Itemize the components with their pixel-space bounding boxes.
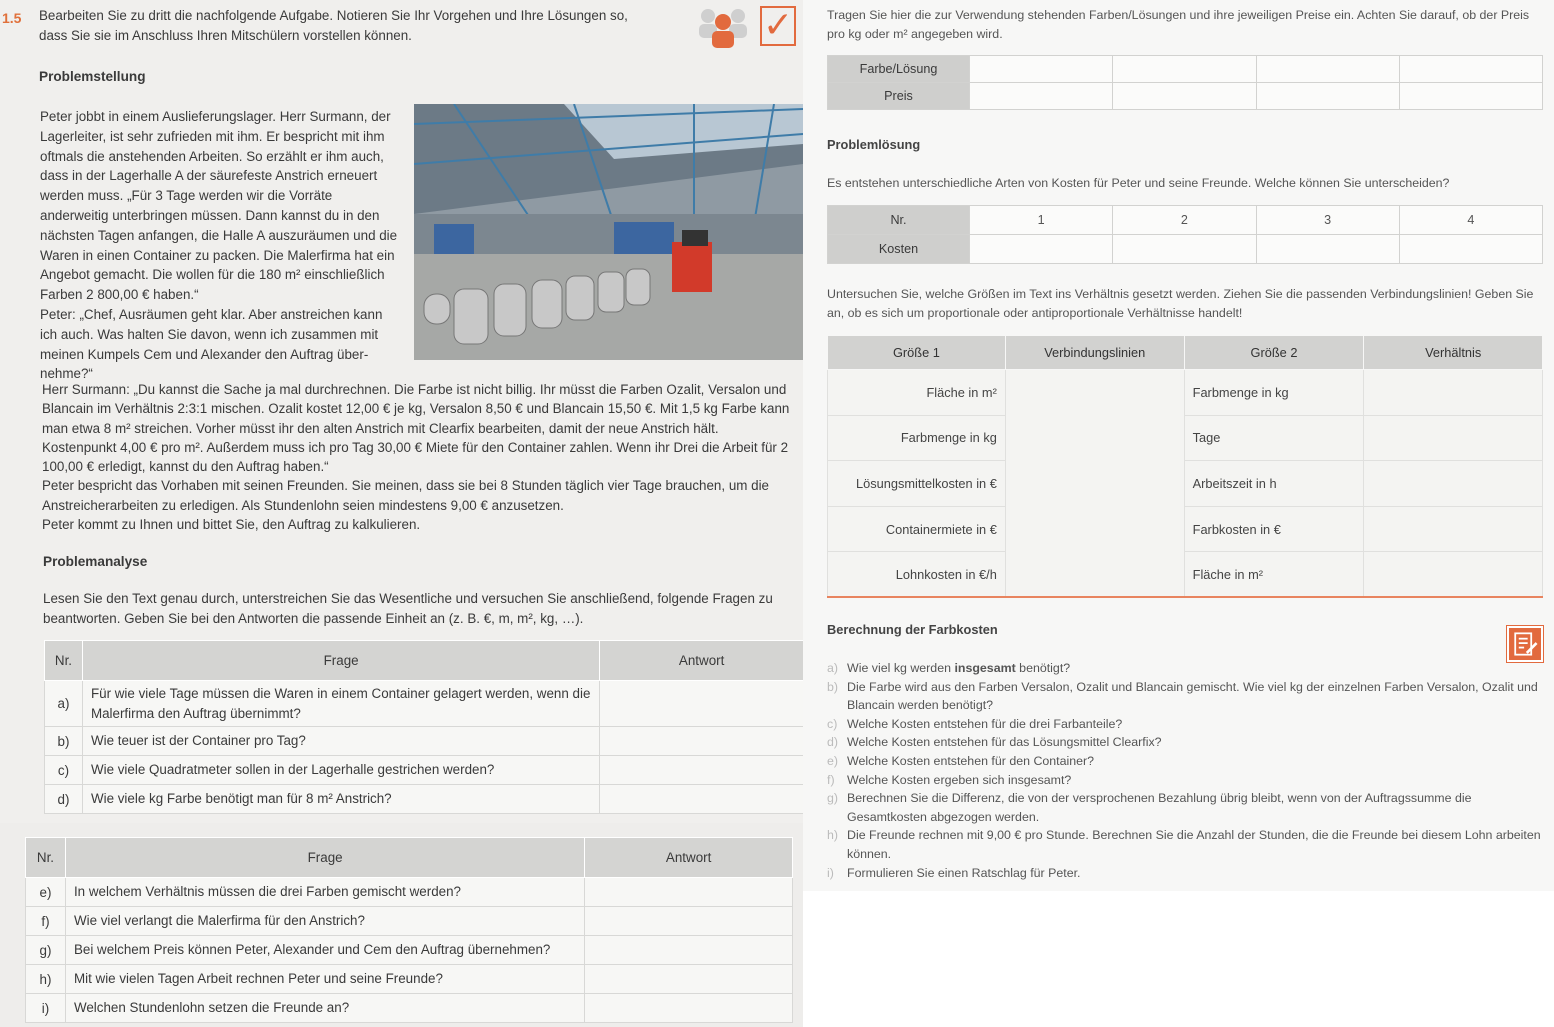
checkmark-icon: ✓ — [763, 5, 794, 46]
list-text: Welche Kosten entstehen für das Lösungsmittel Clearfix? — [847, 735, 1162, 750]
kosten-label: Kosten — [828, 235, 970, 264]
groesse-2-cell: Arbeitszeit in h — [1184, 461, 1364, 507]
list-text: Wie viel kg werden — [847, 661, 955, 675]
table-row — [828, 506, 1543, 552]
answer-cell[interactable] — [585, 994, 793, 1023]
list-marker: d) — [827, 735, 839, 750]
row-frage: Mit wie vielen Tagen Arbeit rechnen Peter und seine Freunde? — [65, 965, 584, 994]
header-nr: Nr. — [45, 641, 83, 681]
preis-label: Preis — [828, 83, 970, 110]
table-row — [26, 907, 793, 936]
table-row — [828, 552, 1543, 598]
kosten-num: 4 — [1399, 206, 1542, 235]
kosten-cell[interactable] — [1399, 235, 1542, 264]
list-item — [827, 864, 1547, 883]
question-table-top — [44, 640, 803, 814]
farbe-cell[interactable] — [1113, 56, 1256, 83]
header-groesse-2: Größe 2 — [1184, 336, 1364, 370]
task-intro: Bearbeiten Sie zu dritt die nachfolgende Aufgabe. Notieren Sie Ihr Vorgehen und Ihre Lösungen so, dass Sie sie im Anschluss Ihren Mitschülern vorstellen können. — [39, 8, 628, 43]
table-row — [45, 785, 804, 814]
answer-cell[interactable] — [600, 727, 803, 756]
list-item — [827, 752, 1547, 771]
edit-note-icon — [1507, 626, 1543, 662]
farben-table — [827, 55, 1543, 110]
groesse-2-cell: Fläche in m² — [1184, 552, 1364, 598]
list-item — [827, 826, 1547, 863]
preis-cell[interactable] — [1256, 83, 1399, 110]
row-frage: In welchem Verhältnis müssen die drei Farben gemischt werden? — [65, 878, 584, 907]
verhaeltnis-cell[interactable] — [1364, 370, 1543, 416]
answer-cell[interactable] — [585, 965, 793, 994]
list-text: Berechnen Sie die Differenz, die von der versprochenen Bezahlung übrig bleibt, wenn von der Auftragssumme die Gesamtkosten abgezogen werden. — [847, 791, 1472, 824]
groesse-2-cell: Farbmenge in kg — [1184, 370, 1364, 416]
table-row — [828, 206, 1543, 235]
row-frage: Wie viel verlangt die Malerfirma für den Anstrich? — [65, 907, 584, 936]
answer-cell[interactable] — [600, 756, 803, 785]
verhaeltnis-cell[interactable] — [1364, 506, 1543, 552]
row-nr: i) — [26, 994, 66, 1023]
table-row — [828, 83, 1543, 110]
table-row — [828, 415, 1543, 461]
kosten-num: 1 — [970, 206, 1113, 235]
warehouse-photo — [414, 104, 803, 360]
list-marker: i) — [827, 865, 834, 880]
list-marker: h) — [827, 828, 839, 843]
row-frage: Bei welchem Preis können Peter, Alexander und Cem den Auftrag übernehmen? — [65, 936, 584, 965]
kosten-cell[interactable] — [1256, 235, 1399, 264]
row-nr: a) — [45, 681, 83, 727]
list-text: benötigt? — [1015, 661, 1071, 675]
row-nr: e) — [26, 878, 66, 907]
table-row — [45, 681, 804, 727]
table-row — [828, 235, 1543, 264]
groesse-2-cell: Tage — [1184, 415, 1364, 461]
kosten-num: 3 — [1256, 206, 1399, 235]
row-nr: h) — [26, 965, 66, 994]
row-frage: Wie teuer ist der Container pro Tag? — [82, 727, 599, 756]
list-item — [827, 659, 1547, 678]
groesse-1-cell: Lösungsmittelkosten in € — [828, 461, 1006, 507]
groesse-1-cell: Containermiete in € — [828, 506, 1006, 552]
list-text: Welche Kosten entstehen für den Container? — [847, 753, 1095, 768]
answer-cell[interactable] — [600, 681, 803, 727]
nr-label: Nr. — [828, 206, 970, 235]
problemloesung-heading: Problemlösung — [827, 137, 921, 152]
table-row — [828, 461, 1543, 507]
header-frage: Frage — [82, 641, 599, 681]
row-nr: c) — [45, 756, 83, 785]
answer-cell[interactable] — [585, 907, 793, 936]
header-antwort: Antwort — [600, 641, 803, 681]
problemanalyse-text: Lesen Sie den Text genau durch, unterstreichen Sie das Wesentliche und versuchen Sie anschließend, folgende Fragen zu beantworten. Geben Sie bei den Antworten die passende Einheit an (z. B. €, m, m², kg, …). — [43, 591, 773, 626]
list-marker: b) — [827, 679, 839, 694]
row-frage: Für wie viele Tage müssen die Waren in einem Container gelagert werden, wenn die Malerfirma den Auftrag übernimmt? — [82, 681, 599, 727]
preis-cell[interactable] — [970, 83, 1113, 110]
list-marker: f) — [827, 772, 835, 787]
list-item — [827, 678, 1547, 715]
list-text: Welche Kosten entstehen für die drei Farbanteile? — [847, 716, 1123, 731]
left-page-continuation — [0, 823, 803, 1027]
list-item — [827, 715, 1547, 734]
groesse-1-cell: Lohnkosten in €/h — [828, 552, 1006, 598]
kosten-table — [827, 205, 1543, 264]
kosten-question: Es entstehen unterschiedliche Arten von Kosten für Peter und seine Freunde. Welche können Sie unterscheiden? — [827, 176, 1450, 190]
berechnung-list — [827, 659, 1547, 882]
story-text-3: Herr Surmann: „Du kannst die Sache ja mal durchrechnen. Die Farbe ist nicht billig. Ihr müsst die Farben Ozalit, Versalon und Blancain im Verhältnis 2:3:1 mischen. Ozalit kostet 12,00 € je kg, Versalon 8,50 € und Blancain 15,50 €. Mit 1,5 kg Farbe kann man etwa 8 m² streichen. Vorher müsst ihr den alten Anstrich mit Clearfix bearbeiten, damit der neue Anstrich hält. Kostenpunkt 4,00 € pro m². Außerdem muss ich pro Tag 30,00 € Miete für den Container zahlen. Wenn ihr Drei die Arbeit für 2 100,00 € erledigt, kannst du den Auftrag haben.“ — [42, 382, 790, 475]
header-verhaeltnis: Verhältnis — [1364, 336, 1543, 370]
farbe-cell[interactable] — [970, 56, 1113, 83]
table-row — [45, 727, 804, 756]
berechnung-heading: Berechnung der Farbkosten — [827, 622, 998, 637]
header-groesse-1: Größe 1 — [828, 336, 1006, 370]
verhaeltnis-cell[interactable] — [1364, 415, 1543, 461]
kosten-cell[interactable] — [1113, 235, 1256, 264]
list-text: Welche Kosten ergeben sich insgesamt? — [847, 772, 1072, 787]
table-row — [828, 370, 1543, 416]
table-row — [828, 56, 1543, 83]
row-nr: f) — [26, 907, 66, 936]
list-item — [827, 789, 1547, 826]
verbindungslinien-area[interactable] — [1005, 370, 1184, 598]
answer-cell[interactable] — [585, 878, 793, 907]
problemanalyse-heading: Problemanalyse — [43, 554, 148, 569]
list-marker: a) — [827, 661, 839, 675]
right-page — [803, 0, 1554, 891]
story-text-1: Peter jobbt in einem Auslieferungslager. Herr Surmann, der Lagerleiter, ist sehr zufrieden mit ihm. Er bespricht mit ihm oftmals die anstehenden Arbeiten. So erzählt er ihm auch, dass in der Lagerhalle A der säurefeste Anstrich erneuert werden muss. „Für 3 Tage werden wir die Vorräte anderweitig unterbringen müssen. Dann kannst du in den nächsten Tagen anfangen, die Halle A auszuräumen und die Waren in einen Container zu packen. Die Malerfirma hat ein Angebot gemacht. Die wollen für die 180 m² einschließlich Farben 2 800,00 € haben.“ — [40, 109, 398, 303]
header-antwort: Antwort — [585, 838, 793, 878]
header-verbindungslinien: Verbindungslinien — [1005, 336, 1184, 370]
group-work-icon — [696, 6, 750, 48]
groesse-1-cell: Farbmenge in kg — [828, 415, 1006, 461]
table-row — [26, 936, 793, 965]
problemstellung-heading: Problemstellung — [39, 69, 146, 84]
kosten-num: 2 — [1113, 206, 1256, 235]
question-table-bottom — [25, 837, 793, 1023]
preis-cell[interactable] — [1399, 83, 1542, 110]
verhaeltnis-table — [827, 335, 1543, 598]
verhaeltnis-text: Untersuchen Sie, welche Größen im Text ins Verhältnis gesetzt werden. Ziehen Sie die passenden Verbindungslinien! Geben Sie an, ob es sich um proportionale oder antiproportionale Verhältnisse handelt! — [827, 287, 1534, 320]
story-text-4: Peter bespricht das Vorhaben mit seinen Freunden. Sie meinen, dass sie bei 8 Stunden täglich vier Tage brauchen, um die Anstreicherarbeiten zu erledigen. Als Stundenlohn seien mindestens 9,00 € anzusetzen. — [42, 478, 770, 513]
section-divider — [827, 596, 1543, 598]
groesse-2-cell: Farbkosten in € — [1184, 506, 1364, 552]
answer-cell[interactable] — [600, 785, 803, 814]
table-row — [45, 756, 804, 785]
list-text-bold: insgesamt — [954, 661, 1016, 675]
task-number: 1.5 — [2, 10, 22, 26]
story-text-5: Peter kommt zu Ihnen und bittet Sie, den Auftrag zu kalkulieren. — [42, 517, 421, 533]
list-item — [827, 771, 1547, 790]
left-page — [0, 0, 803, 823]
row-nr: b) — [45, 727, 83, 756]
table-row — [26, 878, 793, 907]
table-row — [26, 965, 793, 994]
answer-cell[interactable] — [585, 936, 793, 965]
header-frage: Frage — [65, 838, 584, 878]
verhaeltnis-cell[interactable] — [1364, 552, 1543, 598]
list-item — [827, 733, 1547, 752]
row-nr: g) — [26, 936, 66, 965]
list-marker: g) — [827, 791, 839, 806]
row-frage: Wie viele Quadratmeter sollen in der Lagerhalle gestrichen werden? — [82, 756, 599, 785]
row-frage: Welchen Stundenlohn setzen die Freunde an? — [65, 994, 584, 1023]
header-nr: Nr. — [26, 838, 66, 878]
list-text: Formulieren Sie einen Ratschlag für Peter. — [847, 865, 1081, 880]
story-text-2: Peter: „Chef, Ausräumen geht klar. Aber anstreichen kann ich auch. Was halten Sie davon, wenn ich zusammen mit meinen Kumpels Cem und Alexander den Auftrag übernehme?“ — [40, 306, 383, 382]
farbe-cell[interactable] — [1399, 56, 1542, 83]
row-frage: Wie viele kg Farbe benötigt man für 8 m² Anstrich? — [82, 785, 599, 814]
list-text: Die Freunde rechnen mit 9,00 € pro Stunde. Berechnen Sie die Anzahl der Stunden, die die Freunde bei diesem Lohn arbeiten können. — [847, 828, 1541, 861]
groesse-1-cell: Fläche in m² — [828, 370, 1006, 416]
kosten-cell[interactable] — [970, 235, 1113, 264]
list-marker: c) — [827, 716, 838, 731]
row-nr: d) — [45, 785, 83, 814]
preis-cell[interactable] — [1113, 83, 1256, 110]
story-paragraph-1 — [40, 107, 400, 384]
farbe-cell[interactable] — [1256, 56, 1399, 83]
list-text: Die Farbe wird aus den Farben Versalon, Ozalit und Blancain gemischt. Wie viel kg der einzelnen Farben Versalon, Ozalit und Blancain werden benötigt? — [847, 679, 1538, 713]
list-marker: e) — [827, 753, 839, 768]
table-row — [26, 994, 793, 1023]
farben-intro: Tragen Sie hier die zur Verwendung stehenden Farben/Lösungen und ihre jeweiligen Preise ein. Achten Sie darauf, ob der Preis pro kg oder m² angegeben wird. — [827, 8, 1530, 41]
verhaeltnis-cell[interactable] — [1364, 461, 1543, 507]
farbe-label: Farbe/Lösung — [828, 56, 970, 83]
story-paragraph-2 — [42, 380, 792, 534]
